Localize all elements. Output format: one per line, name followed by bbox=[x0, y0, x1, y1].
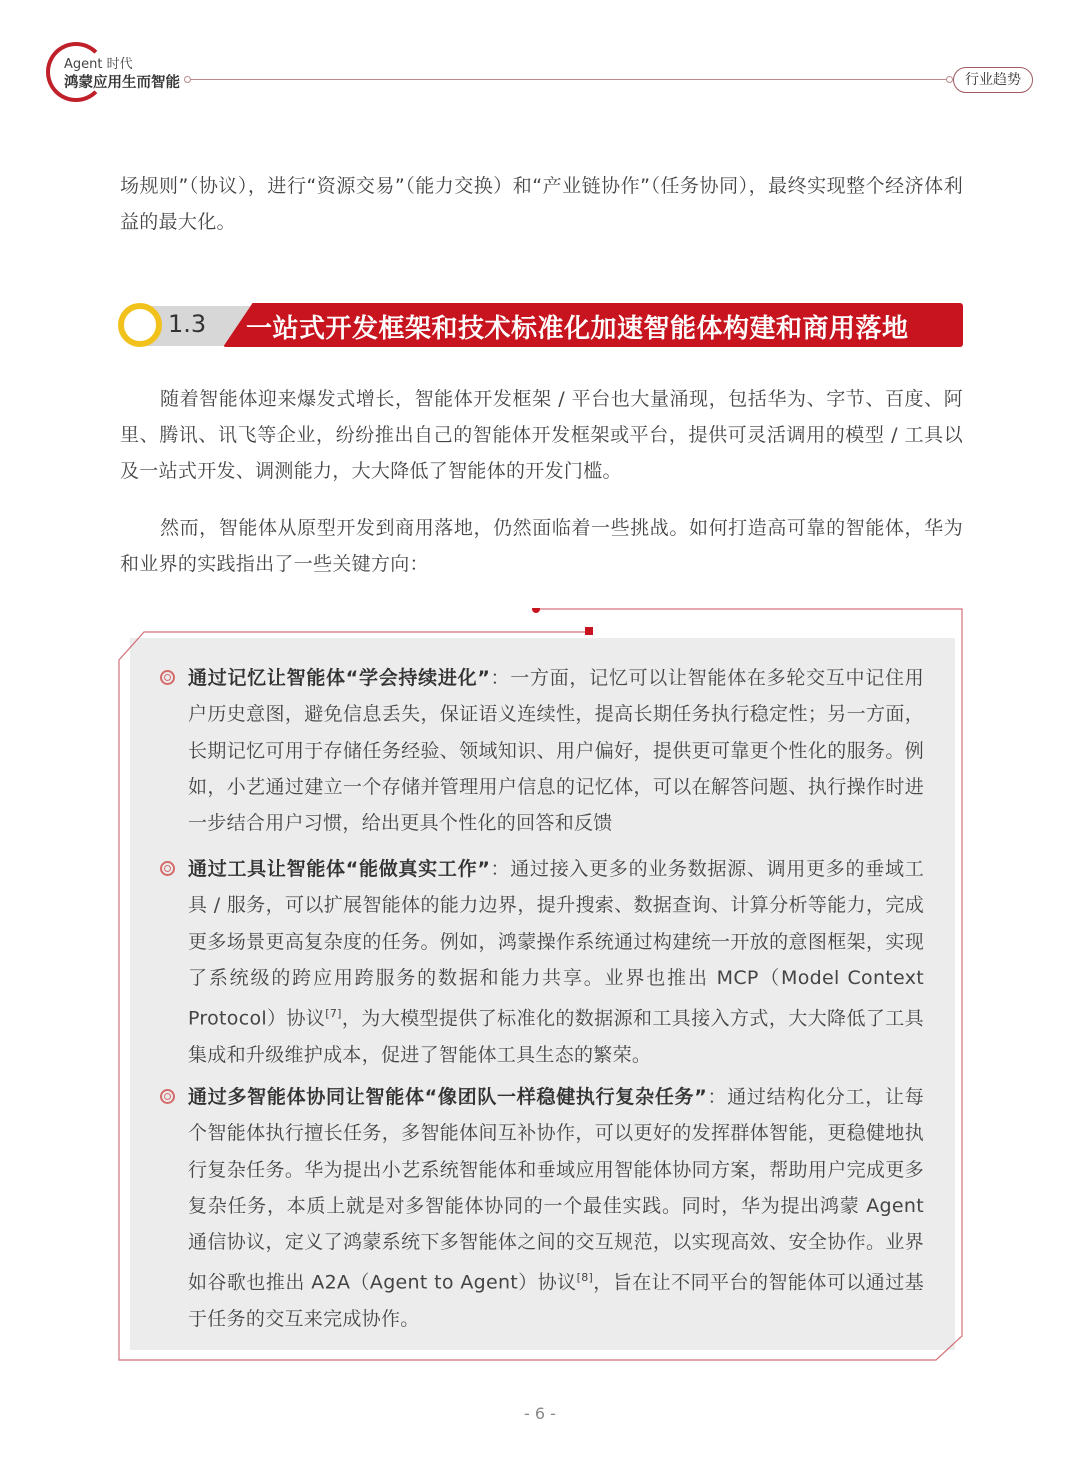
divider-dot-icon bbox=[184, 76, 191, 83]
item-body: ，为大模型提供了标准化的数据源和工具接入方式，大大降低了工具集成和升级维护成本，促进了智能体工具生态的繁荣。 bbox=[188, 1007, 924, 1066]
section-heading bbox=[118, 303, 963, 349]
section-title: 一站式开发框架和技术标准化加速智能体构建和商用落地 bbox=[246, 314, 909, 344]
citation[interactable]: [8] bbox=[576, 1271, 594, 1285]
list-item bbox=[160, 660, 924, 841]
circle-icon bbox=[118, 303, 162, 347]
item-heading: 通过记忆让智能体“学会持续进化” bbox=[188, 667, 491, 689]
item-heading: 通过多智能体协同让智能体“像团队一样稳健执行复杂任务” bbox=[188, 1086, 708, 1108]
item-heading: 通过工具让智能体“能做真实工作” bbox=[188, 858, 491, 880]
page-number: - 6 - bbox=[524, 1404, 556, 1423]
bullet-icon bbox=[160, 861, 175, 876]
header-tag: 行业趋势 bbox=[953, 67, 1033, 93]
bullet-icon bbox=[160, 670, 175, 685]
header-divider bbox=[188, 79, 950, 80]
list-item bbox=[160, 851, 924, 1073]
body-paragraph: 随着智能体迎来爆发式增长，智能体开发框架 / 平台也大量涌现，包括华为、字节、百度、阿里、腾讯、讯飞等企业，纷纷推出自己的智能体开发框架或平台，提供可灵活调用的模型 / 工具以及一站式开发、调测能力，大大降低了智能体的开发门槛。 bbox=[120, 388, 963, 482]
citation[interactable]: [7] bbox=[325, 1007, 342, 1021]
header-subtitle: Agent 时代 bbox=[64, 57, 133, 72]
divider-dot-icon bbox=[946, 76, 953, 83]
header-title: 鸿蒙应用生而智能 bbox=[64, 75, 180, 91]
bullet-icon bbox=[160, 1089, 175, 1104]
item-body: ：通过接入更多的业务数据源、调用更多的垂域工具 / 服务，可以扩展智能体的能力边界，提升搜索、数据查询、计算分析等能力，完成更多场景更高复杂度的任务。例如，鸿蒙操作系统通过构建统一开放的意图框架，实现了系统级的跨应用跨服务的数据和能力共享。业界也推出 MCP（Model Context Protocol）协议 bbox=[188, 858, 924, 1030]
body-paragraph: 然而，智能体从原型开发到商用落地，仍然面临着一些挑战。如何打造高可靠的智能体，华为和业界的实践指出了一些关键方向： bbox=[120, 517, 963, 575]
item-body: ：一方面，记忆可以让智能体在多轮交互中记住用户历史意图，避免信息丢失，保证语义连续性，提高长期任务执行稳定性；另一方面，长期记忆可用于存储任务经验、领域知识、用户偏好，提供更可靠更个性化的服务。例如，小艺通过建立一个存储并管理用户信息的记忆体，可以在解答问题、执行操作时进一步结合用户习惯，给出更具个性化的回答和反馈 bbox=[188, 667, 924, 835]
item-body: ：通过结构化分工，让每个智能体执行擅长任务，多智能体间互补协作，可以更好的发挥群体智能，更稳健地执行复杂任务。华为提出小艺系统智能体和垂域应用智能体协同方案，帮助用户完成更多复杂任务，本质上就是对多智能体协同的一个最佳实践。同时，华为提出鸿蒙 Agent 通信协议，定义了鸿蒙系统下多智能体之间的交互规范，以实现高效、安全协作。业界如谷歌也推出 A2A（Agent to Agent）协议 bbox=[188, 1086, 924, 1294]
list-item bbox=[160, 1079, 924, 1337]
intro-paragraph: 场规则”（协议），进行“资源交易”（能力交换）和“产业链协作”（任务协同），最终实现整个经济体利益的最大化。 bbox=[120, 175, 963, 233]
item-body: ，旨在让不同平台的智能体可以通过基于任务的交互来完成协作。 bbox=[188, 1271, 924, 1331]
section-number: 1.3 bbox=[168, 310, 207, 338]
